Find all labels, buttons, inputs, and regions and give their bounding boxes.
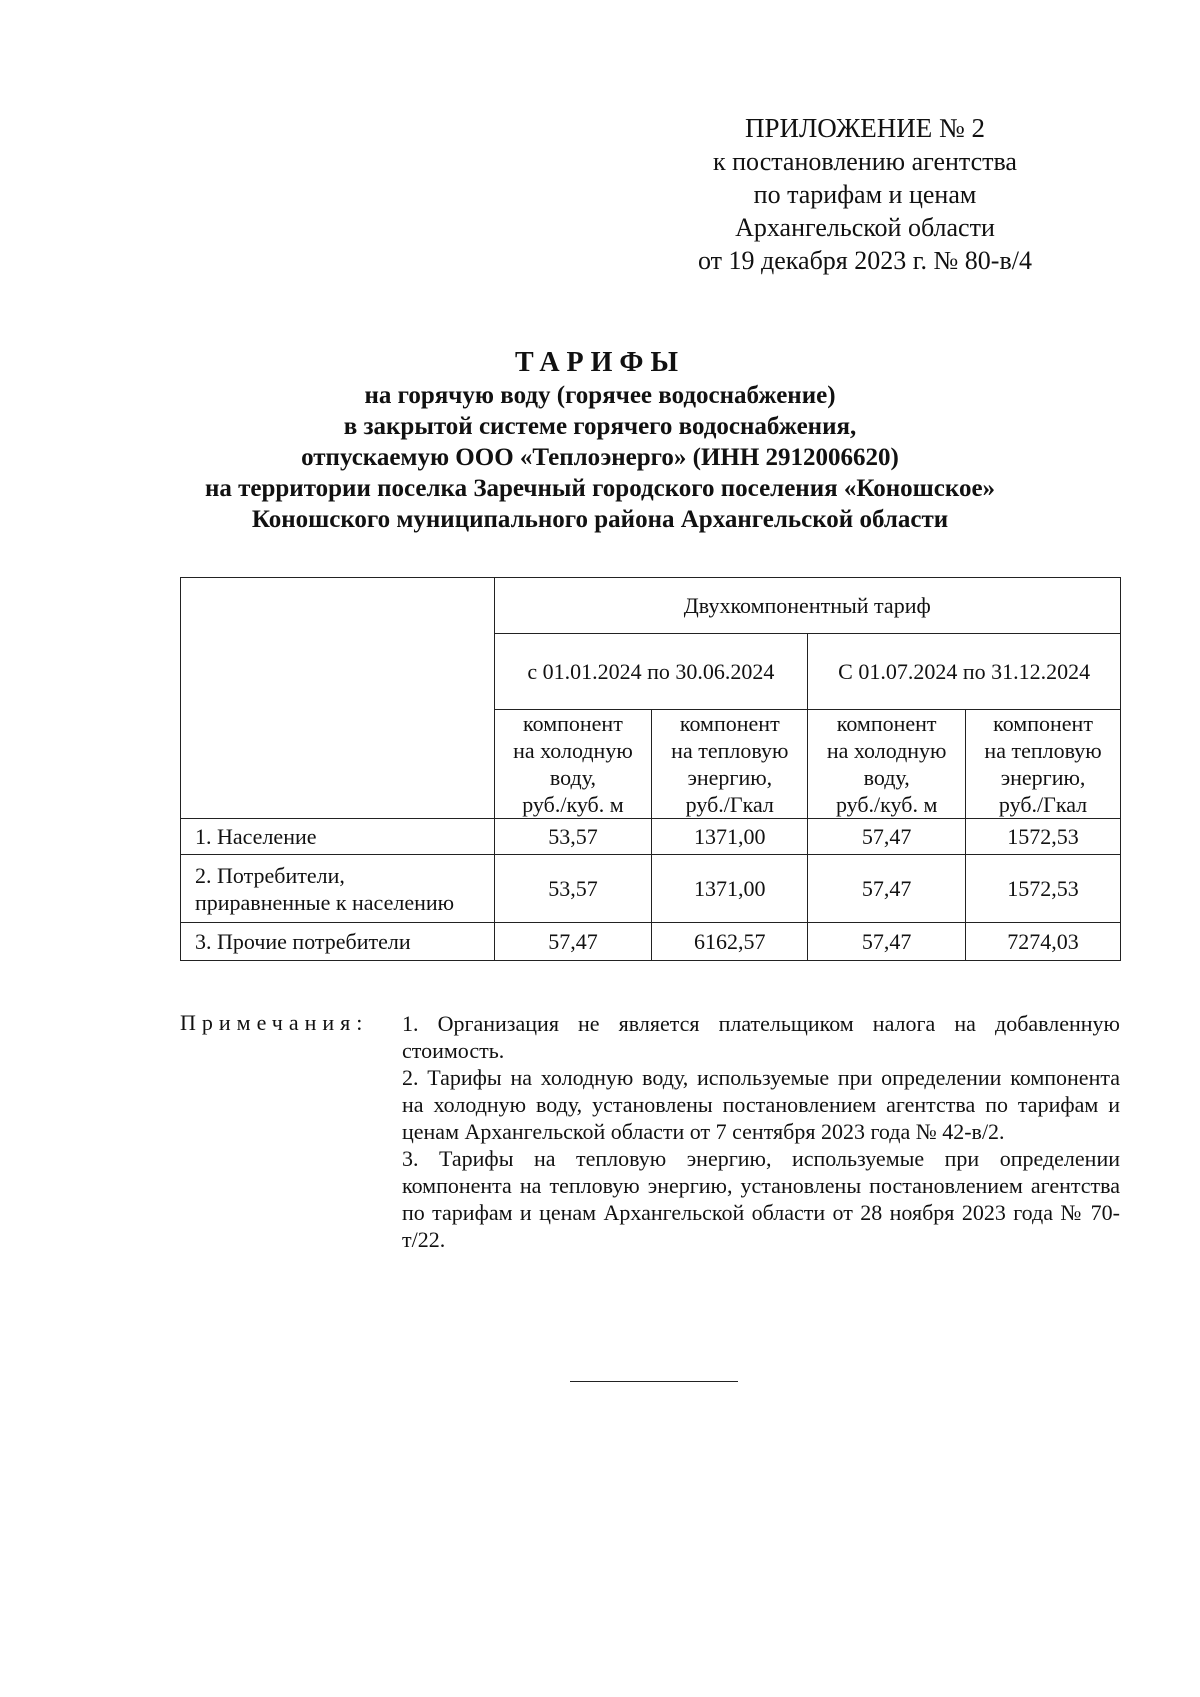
appendix-line: Архангельской области <box>735 213 995 242</box>
period-header: с 01.01.2024 по 30.06.2024 <box>494 634 808 710</box>
table-cell: 1572,53 <box>966 855 1121 923</box>
title-line: Коношского муниципального района Архангельской области <box>251 506 949 533</box>
table-cell: 1371,00 <box>652 855 808 923</box>
title-line: на территории поселка Заречный городского поселения «Коношское» <box>204 475 996 502</box>
row-label: 1. Население <box>181 819 495 855</box>
table-row <box>181 819 1121 855</box>
group-header: Двухкомпонентный тариф <box>494 578 1120 634</box>
note-item: 1. Организация не является плательщиком налога на добавленную стоимость. <box>402 1011 1120 1063</box>
period-header: С 01.07.2024 по 31.12.2024 <box>808 634 1121 710</box>
table-cell: 57,47 <box>494 923 652 961</box>
table-row <box>181 923 1121 961</box>
table-cell: 6162,57 <box>652 923 808 961</box>
title-main: ТАРИФЫ <box>515 347 685 378</box>
table-cell: 57,47 <box>808 855 966 923</box>
appendix-number: ПРИЛОЖЕНИЕ № 2 <box>744 113 986 143</box>
table-cell: 57,47 <box>808 819 966 855</box>
row-label: 2. Потребители, приравненные к населению <box>181 855 495 923</box>
table-cell: 53,57 <box>494 819 652 855</box>
table-cell: 57,47 <box>808 923 966 961</box>
appendix-line: по тарифам и ценам <box>753 180 977 209</box>
note-item: 2. Тарифы на холодную воду, используемые при определении компонента на холодную воду, установлены постановлением агентства по тарифам и ценам Архангельской области от 7 сентября 2023 года № 42-в/2. <box>402 1065 1120 1144</box>
component-header: компонент на тепловую энергию, руб./Гкал <box>966 710 1121 819</box>
notes-label: Примечания: <box>180 1010 369 1035</box>
title-line: в закрытой системе горячего водоснабжения, <box>343 413 857 440</box>
table-cell: 53,57 <box>494 855 652 923</box>
appendix-date: от 19 декабря 2023 г. № 80-в/4 <box>698 246 1032 275</box>
title-line: отпускаемую ООО «Теплоэнерго» (ИНН 2912006620) <box>301 444 899 471</box>
appendix-header <box>640 112 1090 277</box>
table-row <box>181 855 1121 923</box>
note-item: 3. Тарифы на тепловую энергию, используемые при определении компонента на тепловую энергию, установлены постановлением агентства по тарифам и ценам Архангельской области от 28 ноября 2023 года № 70-т/22. <box>402 1146 1120 1252</box>
table-cell: 7274,03 <box>966 923 1121 961</box>
tariff-table <box>180 577 1121 961</box>
end-divider <box>570 1381 738 1382</box>
table-cell: 1371,00 <box>652 819 808 855</box>
component-header: компонент на тепловую энергию, руб./Гкал <box>652 710 808 819</box>
document-title <box>100 347 1100 535</box>
appendix-line: к постановлению агентства <box>713 147 1017 176</box>
table-corner-cell <box>181 578 495 819</box>
table-cell: 1572,53 <box>966 819 1121 855</box>
notes-list <box>402 1010 1120 1253</box>
component-header: компонент на холодную воду, руб./куб. м <box>494 710 652 819</box>
component-header: компонент на холодную воду, руб./куб. м <box>808 710 966 819</box>
row-label: 3. Прочие потребители <box>181 923 495 961</box>
title-line: на горячую воду (горячее водоснабжение) <box>364 382 836 409</box>
